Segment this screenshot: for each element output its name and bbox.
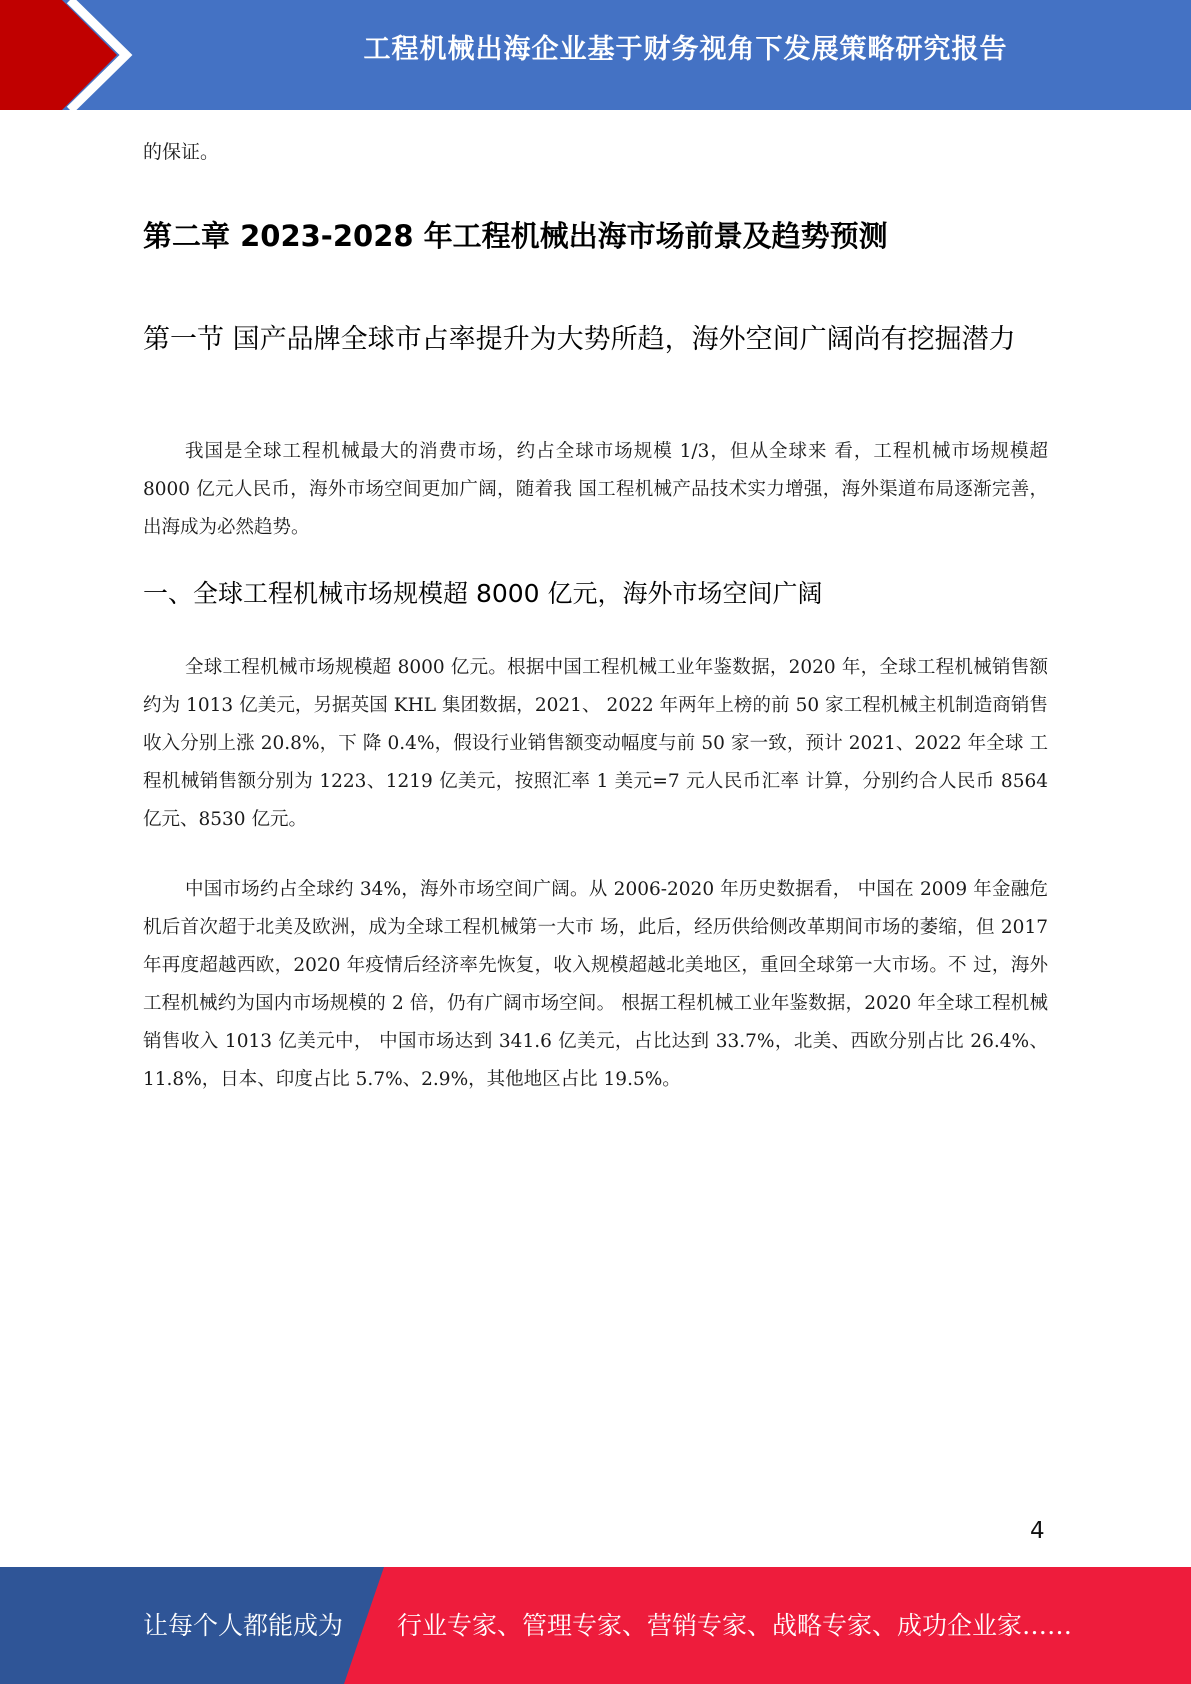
paragraph-1: 我国是全球工程机械最大的消费市场，约占全球市场规模 1/3，但从全球来 看，工程机械市场规模超 8000 亿元人民币，海外市场空间更加广阔，随着我 国工程机械产品技术实力增强，海外渠道布局逐渐完善，出海成为必然趋势。 (143, 441, 1048, 538)
paragraph-3: 中国市场约占全球约 34%，海外市场空间广阔。从 2006-2020 年历史数据看， 中国在 2009 年金融危机后首次超于北美及欧洲，成为全球工程机械第一大市 场，此后，经历供给侧改革期间市场的萎缩，但 2017 年再度超越西欧，2020 年疫情后经济率先恢复，收入规模超越北美地区，重回全球第一大市场。不 过，海外工程机械约为国内市场规模的 2 倍，仍有广阔市场空间。 根据工程机械工业年鉴数据，2020 年全球工程机械销售收入 1013 亿美元中， 中国市场达到 341.6 亿美元，占比达到 33.7%，北美、西欧分别占比 26.4%、 11.8%，日本、印度占比 5.7%、2.9%，其他地区占比 19.5%。 (143, 879, 1048, 1090)
section-title: 第一节 国产品牌全球市占率提升为大势所趋，海外空间广阔尚有挖掘潜力 (143, 324, 1016, 355)
paragraph-2: 全球工程机械市场规模超 8000 亿元。根据中国工程机械工业年鉴数据，2020 年，全球工程机械销售额约为 1013 亿美元，另据英国 KHL 集团数据，2021、 2022 年两年上榜的前 50 家工程机械主机制造商销售收入分别上涨 20.8%，下 降 0.4%，假设行业销售额变动幅度与前 50 家一致，预计 2021、2022 年全球 工程机械销售额分别为 1223、1219 亿美元，按照汇率 1 美元=7 元人民币汇率 计算，分别约合人民币 8564 亿元、8530 亿元。 (143, 657, 1048, 830)
footer-slogan-left: 让每个人都能成为 (143, 1611, 344, 1640)
report-title: 工程机械出海企业基于财务视角下发展策略研究报告 (363, 34, 1008, 65)
page-footer (0, 1567, 1191, 1684)
footer-slogan-right: 行业专家、管理专家、营销专家、战略专家、成功企业家…… (397, 1611, 1073, 1640)
page-header (0, 0, 1191, 110)
chapter-title: 第二章 2023-2028 年工程机械出海市场前景及趋势预测 (143, 219, 888, 253)
page-number: 4 (1030, 1518, 1045, 1544)
red-chevron-decoration (0, 0, 160, 110)
subsection-title: 一、全球工程机械市场规模超 8000 亿元，海外市场空间广阔 (143, 579, 823, 608)
carry-over-text: 的保证。 (143, 141, 220, 163)
